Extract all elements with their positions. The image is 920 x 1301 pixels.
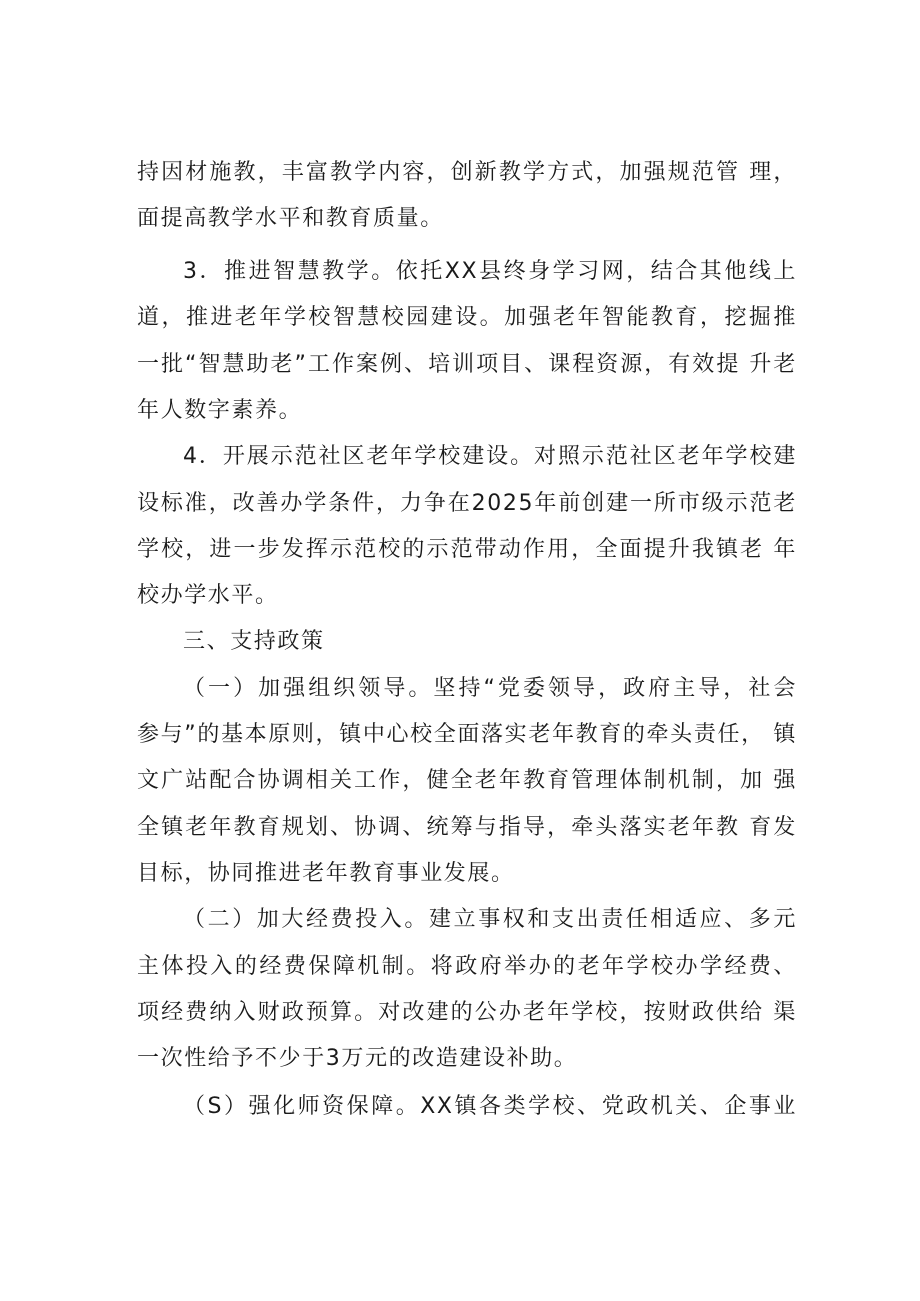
text-line: 道，推进老年学校智慧校园建设。加强老年智能教育，挖掘推 — [137, 305, 797, 330]
text-line: （二）加大经费投入。建立事权和支出责任相适应、多元 — [183, 907, 797, 932]
text-line: 校办学水平。 — [137, 583, 279, 608]
text-line: 面提高教学水平和教育质量。 — [137, 206, 444, 231]
text-line: 设标准，改善办学条件，力争在2025年前创建一所市级示范老 — [137, 491, 797, 516]
text-line: 文广站配合协调相关工作，健全老年教育管理体制机制，加 强 — [137, 768, 797, 793]
text-line: 主体投入的经费保障机制。将政府举办的老年学校办学经费、 — [137, 954, 797, 979]
text-line: 一批“智慧助老”工作案例、培训项目、课程资源，有效提 升老 — [137, 352, 797, 377]
text-line: 全镇老年教育规划、协调、统筹与指导，牵头落实老年教 育发 — [137, 815, 797, 840]
section-heading: 三、支持政策 — [183, 629, 325, 654]
text-line: 4．开展示范社区老年学校建设。对照示范社区老年学校建 — [183, 444, 797, 469]
text-line: 3．推进智慧教学。依托XX县终身学习网，结合其他线上 — [183, 259, 797, 284]
text-line: 参与”的基本原则，镇中心校全面落实老年教育的牵头责任， 镇 — [137, 722, 797, 747]
text-line: 持因材施教，丰富教学内容，创新教学方式，加强规范管 理， — [137, 160, 797, 185]
text-line: 目标，协同推进老年教育事业发展。 — [137, 861, 515, 886]
text-line: （一）加强组织领导。坚持“党委领导，政府主导，社会 — [183, 676, 797, 701]
text-line: 年人数字素养。 — [137, 398, 303, 423]
text-line: 一次性给予不少于3万元的改造建设补助。 — [137, 1046, 578, 1071]
text-line: （S）强化师资保障。XX镇各类学校、党政机关、企事业 — [183, 1094, 797, 1119]
text-line: 项经费纳入财政预算。对改建的公办老年学校，按财政供给 渠 — [137, 1000, 797, 1025]
text-line: 学校，进一步发挥示范校的示范带动作用，全面提升我镇老 年 — [137, 537, 797, 562]
